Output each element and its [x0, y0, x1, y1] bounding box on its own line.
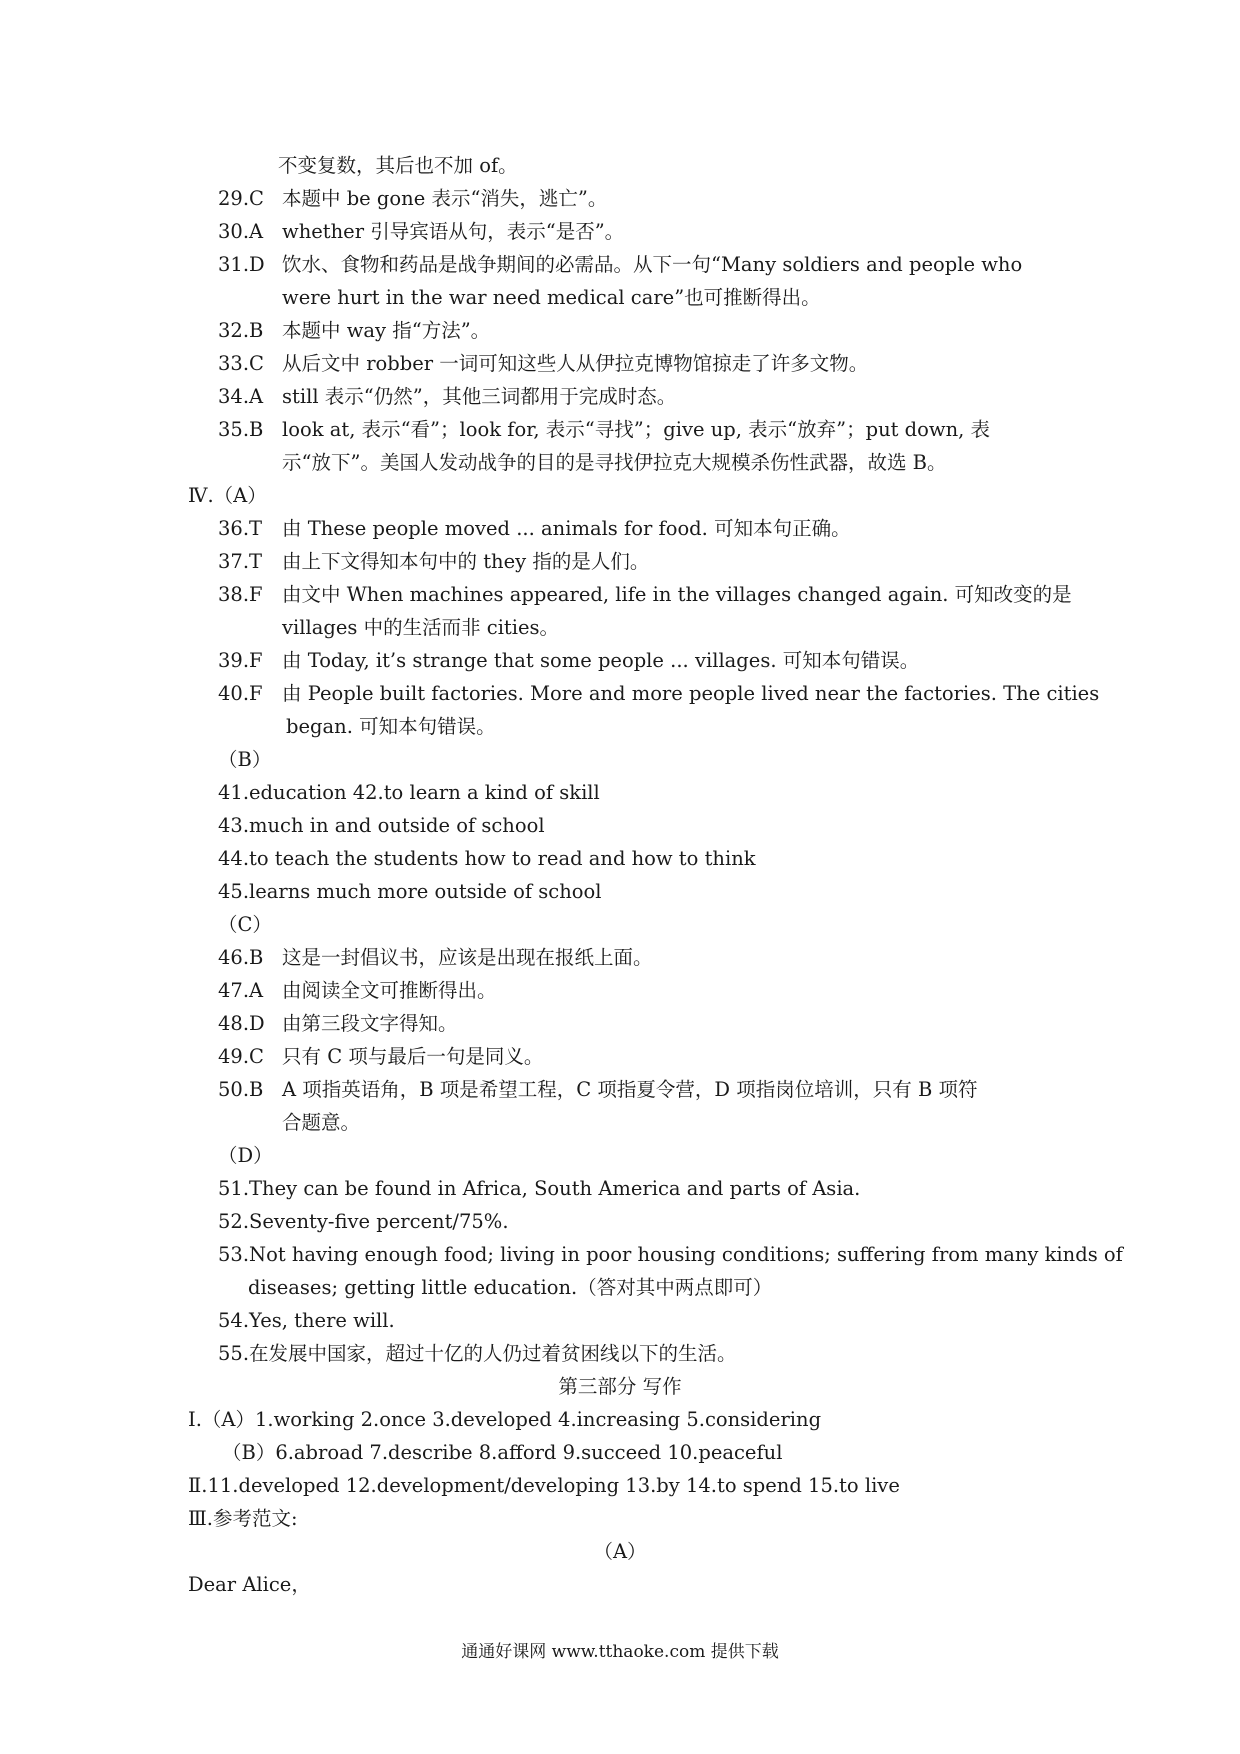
answer-explanation: 由上下文得知本句中的 they 指的是人们。 [282, 550, 650, 573]
answer-35-continuation: 示“放下”。美国人发动战争的目的是寻找伊拉克大规模杀伤性武器，故选 B。 [282, 451, 947, 474]
answer-number: 30.A [218, 220, 264, 243]
answer-number: 50.B [218, 1078, 264, 1101]
answer-40 [218, 680, 1099, 708]
answer-explanation: 本题中 be gone 表示“消失，逃亡”。 [282, 187, 608, 210]
answer-51: 51.They can be found in Africa, South America and parts of Asia. [218, 1177, 861, 1200]
answer-49 [218, 1043, 543, 1071]
answer-explanation: 饮水、食物和药品是战争期间的必需品。从下一句“Many soldiers and people who [282, 253, 1023, 276]
answer-number: 48.D [218, 1012, 265, 1035]
answer-32 [218, 317, 490, 345]
answer-number: 32.B [218, 319, 264, 342]
subsection-c-heading: （C） [218, 913, 272, 936]
answer-34 [218, 383, 676, 411]
answer-31 [218, 251, 1022, 279]
part-3-section-3-heading: Ⅲ.参考范文: [188, 1507, 298, 1530]
answer-explanation: 从后文中 robber 一词可知这些人从伊拉克博物馆掠走了许多文物。 [282, 352, 869, 375]
answer-number: 33.C [218, 352, 264, 375]
answer-explanation: 由阅读全文可推断得出。 [282, 979, 497, 1002]
subsection-d-heading: （D） [218, 1144, 273, 1167]
answer-number: 38.F [218, 583, 263, 606]
answer-37 [218, 548, 649, 576]
answer-number: 40.F [218, 682, 263, 705]
answer-43: 43.much in and outside of school [218, 814, 545, 837]
answer-29 [218, 185, 607, 213]
answer-number: 31.D [218, 253, 265, 276]
letter-salutation: Dear Alice， [188, 1573, 311, 1596]
answer-46 [218, 944, 653, 972]
answer-number: 34.A [218, 385, 264, 408]
answer-48 [218, 1010, 458, 1038]
answer-38-continuation: villages 中的生活而非 cities。 [282, 616, 560, 639]
part-3-section-1b: （B）6.abroad 7.describe 8.afford 9.succeed 10.peaceful [222, 1441, 783, 1464]
page-footer: 通通好课网 www.tthaoke.com 提供下载 [461, 1642, 779, 1662]
answer-explanation: still 表示“仍然”，其他三词都用于完成时态。 [282, 385, 677, 408]
sample-essay-heading: （A） [593, 1540, 647, 1563]
answer-explanation: 由 People built factories. More and more people lived near the factories. The cities [282, 682, 1100, 705]
answer-number: 49.C [218, 1045, 264, 1068]
answer-52: 52.Seventy-five percent/75%. [218, 1210, 509, 1233]
answer-36 [218, 515, 851, 543]
answer-number: 35.B [218, 418, 264, 441]
answer-explanation: 由 Today, it’s strange that some people ... villages. 可知本句错误。 [282, 649, 920, 672]
answer-number: 46.B [218, 946, 264, 969]
answer-explanation: 由第三段文字得知。 [282, 1012, 458, 1035]
part-3-title: 第三部分 写作 [558, 1375, 682, 1398]
answer-33 [218, 350, 868, 378]
answer-39 [218, 647, 919, 675]
answer-explanation: A 项指英语角，B 项是希望工程，C 项指夏令营，D 项指岗位培训，只有 B 项符 [282, 1078, 978, 1101]
part-3-section-1a: Ⅰ.（A）1.working 2.once 3.developed 4.increasing 5.considering [188, 1408, 822, 1431]
answer-number: 36.T [218, 517, 263, 540]
answer-44: 44.to teach the students how to read and how to think [218, 847, 756, 870]
answer-explanation: 由文中 When machines appeared, life in the villages changed again. 可知改变的是 [282, 583, 1072, 606]
answer-explanation: 这是一封倡议书，应该是出现在报纸上面。 [282, 946, 653, 969]
answer-50-continuation: 合题意。 [282, 1111, 361, 1134]
answer-30 [218, 218, 624, 246]
answer-28-continuation: 不变复数，其后也不加 of。 [278, 154, 518, 177]
answer-31-continuation: were hurt in the war need medical care”也可推断得出。 [282, 286, 821, 309]
part-3-section-2: Ⅱ.11.developed 12.development/developing 13.by 14.to spend 15.to live [188, 1474, 900, 1497]
answer-53: 53.Not having enough food; living in poor housing conditions; suffering from many kinds of [218, 1243, 1123, 1266]
answer-explanation: look at, 表示“看”；look for, 表示“寻找”；give up, 表示“放弃”；put down, 表 [282, 418, 991, 441]
section-4-heading: Ⅳ.（A） [188, 484, 267, 507]
answer-explanation: 只有 C 项与最后一句是同义。 [282, 1045, 544, 1068]
answer-53-continuation: diseases; getting little education.（答对其中两点即可） [248, 1276, 773, 1299]
answer-35 [218, 416, 990, 444]
answer-47 [218, 977, 497, 1005]
answer-54: 54.Yes, there will. [218, 1309, 395, 1332]
answer-explanation: 由 These people moved ... animals for food. 可知本句正确。 [282, 517, 851, 540]
answer-55: 55.在发展中国家，超过十亿的人仍过着贫困线以下的生活。 [218, 1342, 737, 1365]
answer-explanation: 本题中 way 指“方法”。 [282, 319, 491, 342]
answer-50 [218, 1076, 978, 1104]
answer-number: 29.C [218, 187, 264, 210]
answer-40-continuation: began. 可知本句错误。 [286, 715, 496, 738]
subsection-b-heading: （B） [218, 748, 272, 771]
answer-number: 37.T [218, 550, 263, 573]
answer-41-42: 41.education 42.to learn a kind of skill [218, 781, 600, 804]
answer-number: 47.A [218, 979, 264, 1002]
answer-38 [218, 581, 1072, 609]
answer-explanation: whether 引导宾语从句，表示“是否”。 [282, 220, 625, 243]
answer-number: 39.F [218, 649, 263, 672]
answer-45: 45.learns much more outside of school [218, 880, 602, 903]
